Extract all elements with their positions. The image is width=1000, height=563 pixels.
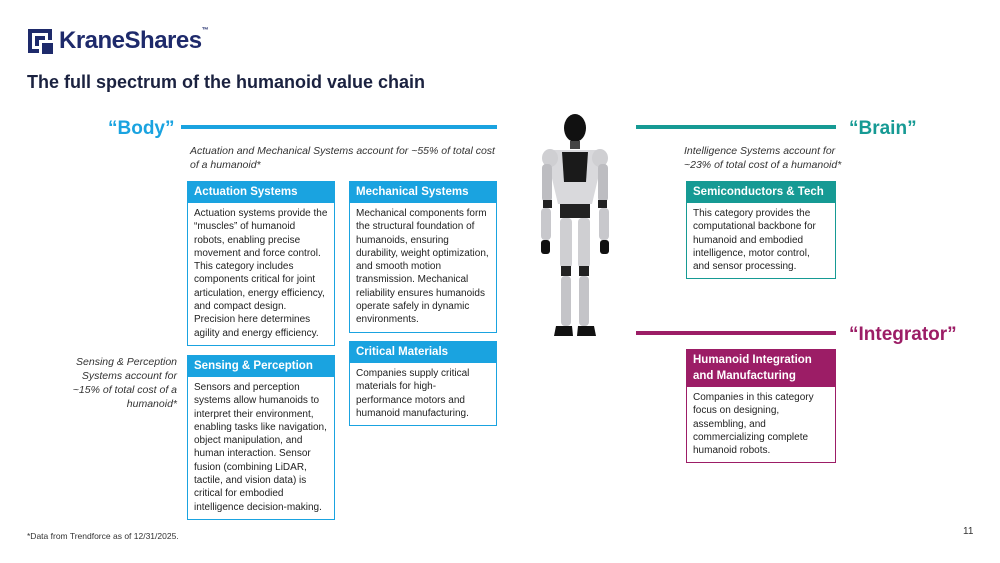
card-body: Actuation systems provide the “muscles” of humanoid robots, enabling precise movement and force control. This category includes components critical for joint articulation, energy efficiency, and compact design. Precision here determines agility and energy efficiency.: [187, 203, 335, 346]
card-actuation-systems: [187, 181, 335, 346]
section-title-brain: “Brain”: [849, 118, 917, 139]
card-critical-materials: [349, 341, 497, 426]
sensing-cost-note: Sensing & Perception Systems account for ~15% of total cost of a humanoid*: [72, 356, 177, 410]
card-body: Sensors and perception systems allow humanoids to interpret their environment, enabling tasks like navigation, object manipulation, and human interaction. Sensor fusion (combining LiDAR, tactile, and vision data) is critical for embodied intelligence decision-making.: [187, 377, 335, 520]
card-title: Semiconductors & Tech: [686, 181, 836, 203]
integrator-rule: [636, 331, 836, 335]
brand-name: KraneShares™: [59, 27, 209, 54]
kraneshares-logo-icon: [27, 28, 53, 54]
body-rule: [181, 125, 497, 129]
card-semiconductors-tech: [686, 181, 836, 279]
card-title: Actuation Systems: [187, 181, 335, 203]
card-title: Sensing & Perception: [187, 355, 335, 377]
brand-logo: [27, 26, 208, 56]
brain-rule: [636, 125, 836, 129]
card-title: Mechanical Systems: [349, 181, 497, 203]
body-cost-note: Actuation and Mechanical Systems account for ~55% of total cost of a humanoid*: [190, 145, 495, 171]
humanoid-robot-image: [520, 112, 630, 342]
card-sensing-perception: [187, 355, 335, 520]
footnote: *Data from Trendforce as of 12/31/2025.: [27, 531, 179, 541]
card-body: Companies in this category focus on designing, assembling, and commercializing complete humanoid robots.: [686, 387, 836, 463]
card-title: Humanoid Integration and Manufacturing: [686, 349, 836, 387]
card-body: Companies supply critical materials for high-performance motors and humanoid manufacturing.: [349, 363, 497, 426]
card-body: Mechanical components form the structural foundation of humanoids, ensuring durability, weight optimization, and smooth motion transmission. Mechanical reliability ensures humanoids operate safely in dynamic environments.: [349, 203, 497, 333]
page-number: 11: [963, 526, 974, 537]
page-title: The full spectrum of the humanoid value chain: [27, 72, 426, 92]
section-title-integrator: “Integrator”: [849, 324, 957, 345]
card-title: Critical Materials: [349, 341, 497, 363]
card-mechanical-systems: [349, 181, 497, 333]
brain-cost-note: Intelligence Systems account for ~23% of total cost of a humanoid*: [684, 145, 842, 171]
card-body: This category provides the computational backbone for humanoid and embodied intelligence, motor control, and sensor processing.: [686, 203, 836, 279]
section-title-body: “Body”: [108, 118, 175, 139]
card-humanoid-integration: [686, 349, 836, 463]
